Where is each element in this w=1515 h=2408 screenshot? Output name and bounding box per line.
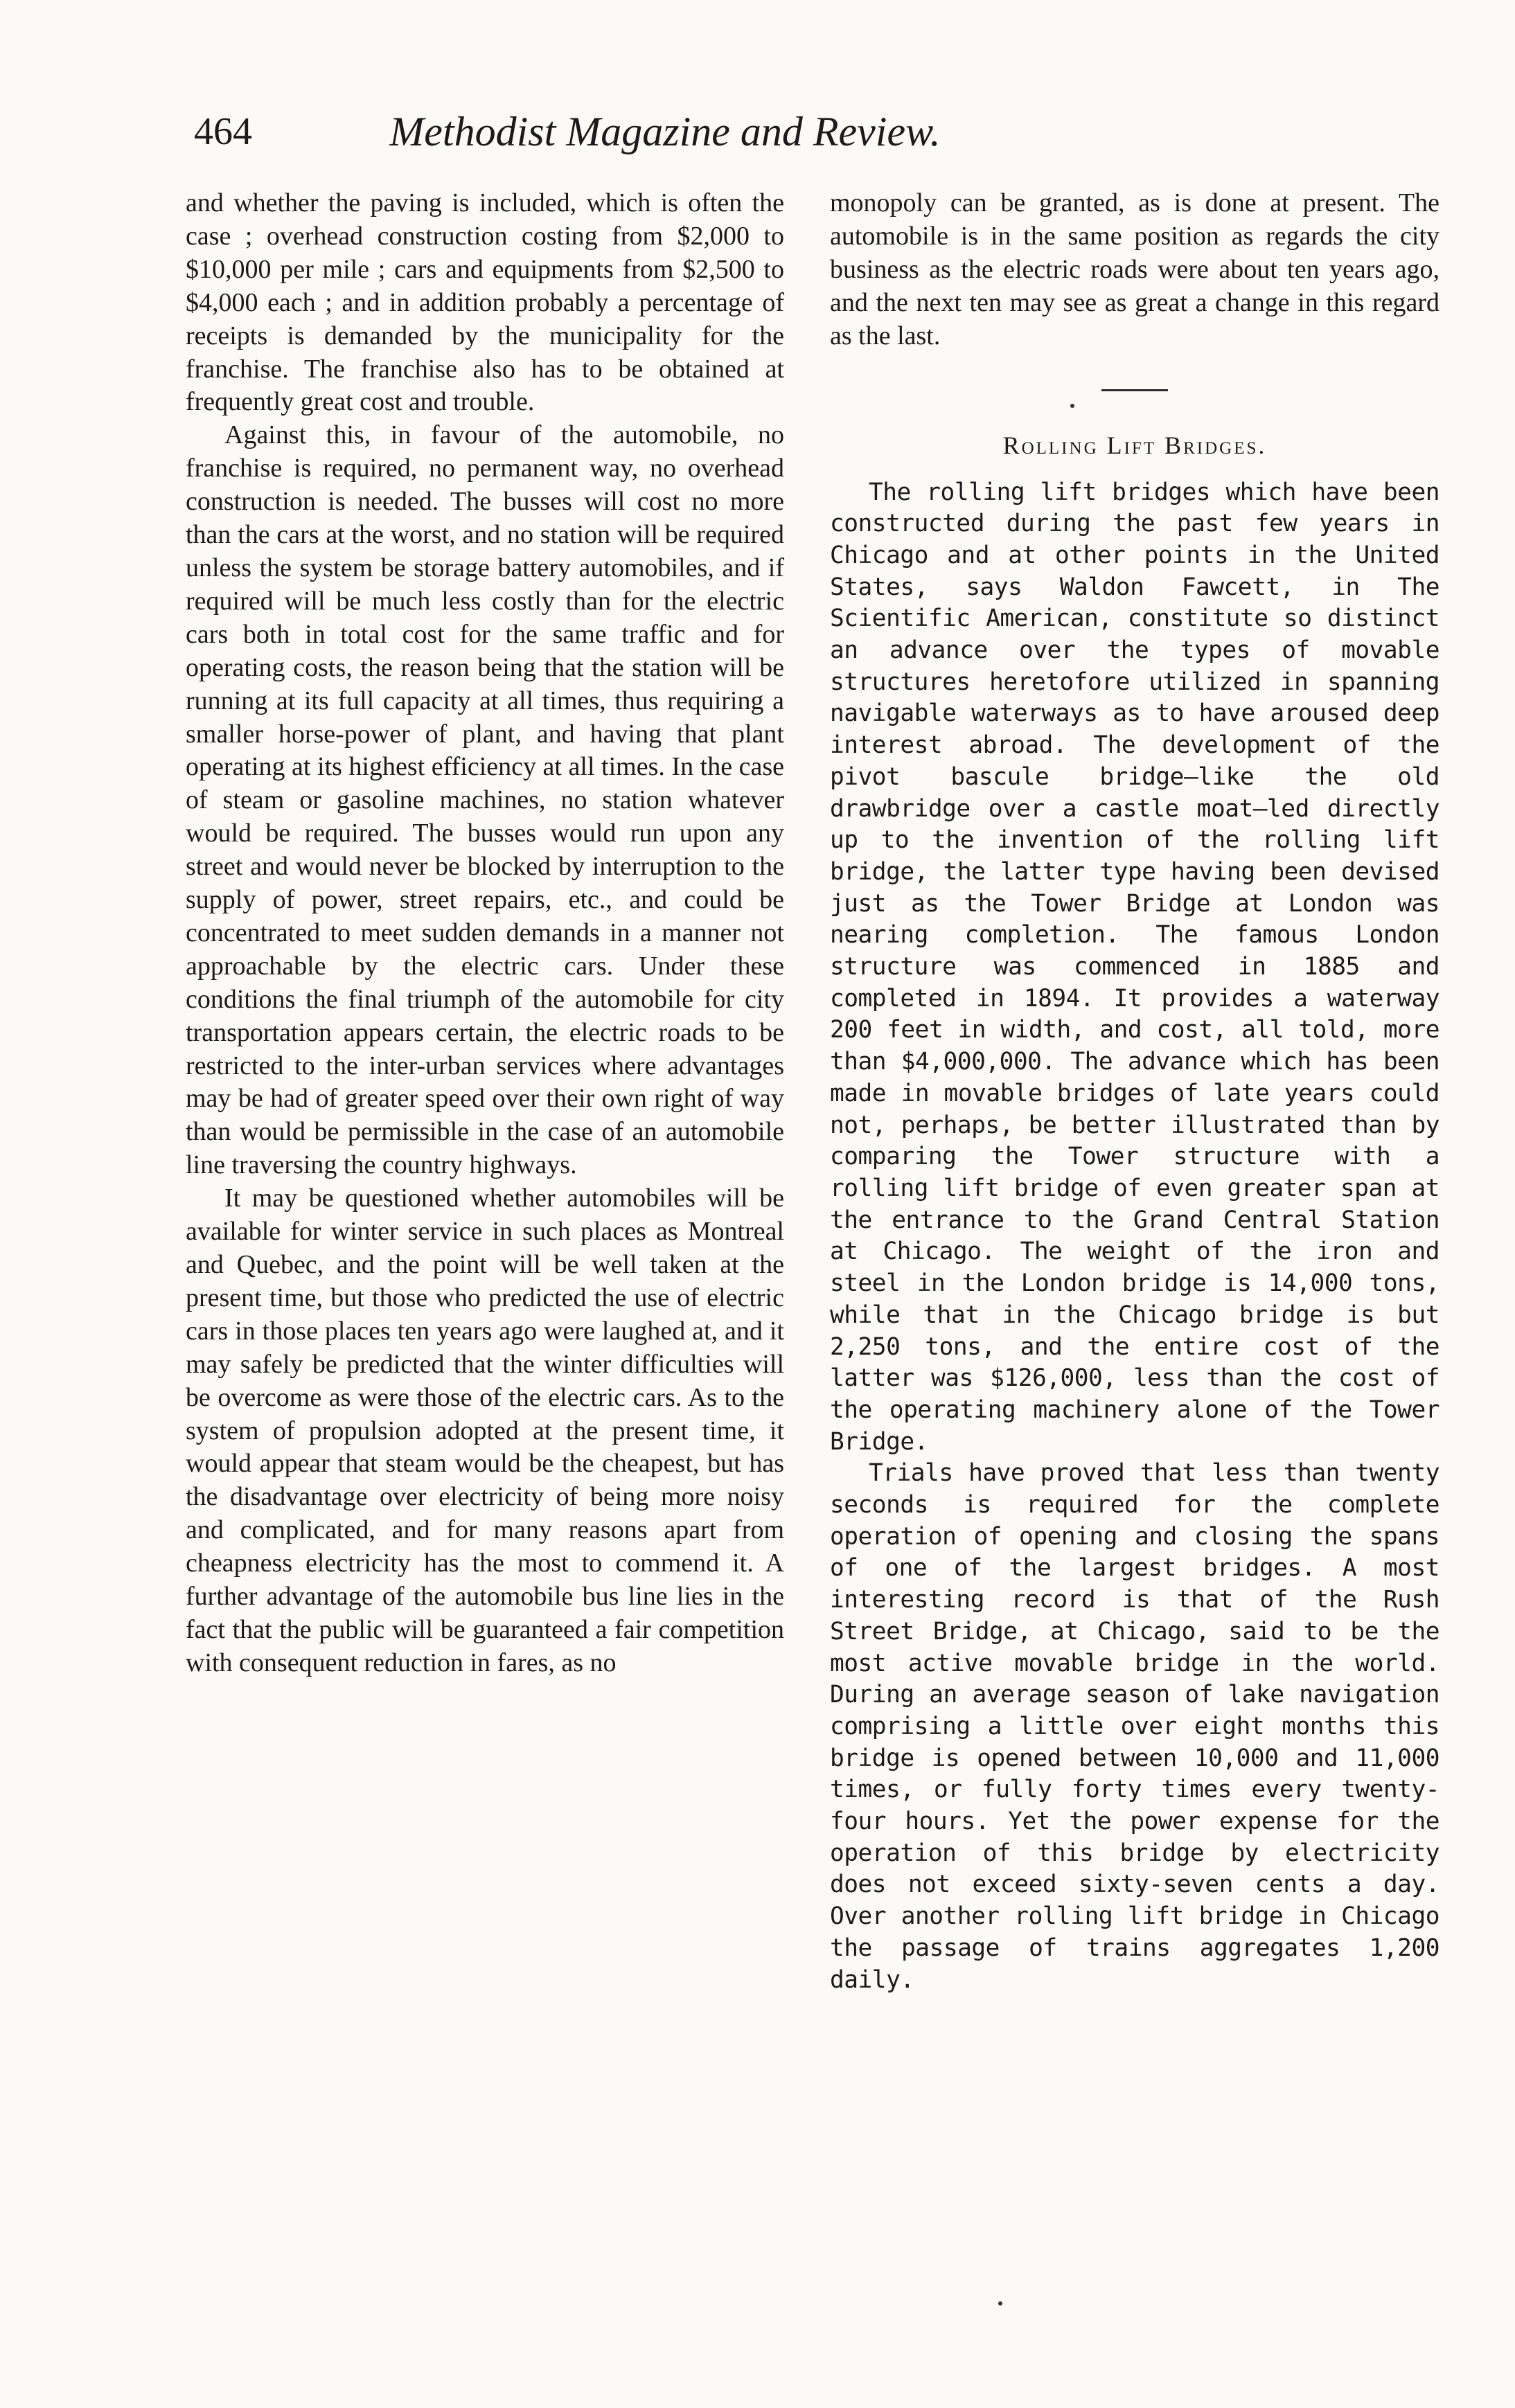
left-paragraph-1: and whether the paving is included, which is often the case ; overhead construction costing from $2,000 to $10,000 per mile ; cars and equipments from $2,500 to $4,000 each ; and in addition probably a percentage of receipts is demanded by the municipality for the franchise. The franchise also has to be obtained at frequently great cost and trouble. <box>186 188 784 417</box>
running-title: Methodist Magazine and Review. <box>389 109 941 154</box>
right-paragraph-2: Trials have proved that less than twenty seconds is required for the complete operation of opening and closing the spans of one of the largest bridges. A most interesting record is that of the Rush Street Bridge, at Chicago, said to be the most active movable bridge in the world. During an average season of lake navigation comprising a little over eight months this bridge is opened between 10,000 and 11,000 times, or fully forty times every twenty-four hours. Yet the power expense for the operation of this bridge by electricity does not exceed sixty-seven cents a day. Over another rolling lift bridge in Chicago the passage of trains aggregates 1,200 daily. <box>830 1459 1439 1994</box>
right-column <box>830 187 1439 1996</box>
print-speck <box>1070 404 1074 408</box>
left-paragraph-2: Against this, in favour of the automobile, no franchise is required, no permanent way, no overhead construction is needed. The busses will cost no more than the cars at the worst, and no station will be required unless the system be storage battery automobiles, and if required will be much less costly than for the electric cars both in total cost for the same traffic and for operating costs, the reason being that the station will be running at its full capacity at all times, thus requiring a smaller horse-power of plant, and having that plant operating at its highest efficiency at all times. In the case of steam or gasoline machines, no station whatever would be required. The busses would run upon any street and would never be blocked by interruption to the supply of power, street repairs, etc., and could be concentrated to meet sudden demands in a manner not approachable by the electric cars. Under these conditions the final triumph of the automobile for city transportation appears certain, the electric roads to be restricted to the inter-urban services where advantages may be had of greater speed over their own right of way than would be permissible in the case of an automobile line traversing the country highways. <box>186 420 784 1180</box>
right-paragraph-1: The rolling lift bridges which have been constructed during the past few years in Chicago and at other points in the United States, says Waldon Fawcett, in The Scientific American, constitute so distinct an advance over the types of movable structures heretofore utilized in spanning navigable waterways as to have aroused deep interest abroad. The development of the pivot bascule bridge—like the old drawbridge over a castle moat—led directly up to the invention of the rolling lift bridge, the latter type having been devised just as the Tower Bridge at London was nearing completion. The famous London structure was commenced in 1885 and completed in 1894. It provides a waterway 200 feet in width, and cost, all told, more than $4,000,000. The advance which has been made in movable bridges of late years could not, perhaps, be better illustrated than by comparing the Tower structure with a rolling lift bridge of even greater span at the entrance to the Grand Central Station at Chicago. The weight of the iron and steel in the London bridge is 14,000 tons, while that in the Chicago bridge is but 2,250 tons, and the entire cost of the latter was $126,000, less than the cost of the operating machinery alone of the Tower Bridge. <box>830 478 1439 1456</box>
section-divider <box>1101 389 1168 391</box>
section-heading: Rolling Lift Bridges. <box>1002 431 1267 459</box>
print-speck <box>998 2301 1002 2306</box>
right-intro-paragraph: monopoly can be granted, as is done at present. The automobile is in the same position as regards the city business as the electric roads were about ten years ago, and the next ten may see as great a change in this regard as the last. <box>830 188 1439 350</box>
left-paragraph-3: It may be questioned whether automobiles will be available for winter service in such places as Montreal and Quebec, and the point will be well taken at the present time, but those who predicted the use of electric cars in those places ten years ago were laughed at, and it may safely be predicted that the winter difficulties will be overcome as were those of the electric cars. As to the system of propulsion adopted at the present time, it would appear that steam would be the cheapest, but has the disadvantage over electricity of being more noisy and complicated, and for many reasons apart from cheapness electricity has the most to commend it. A further advantage of the automobile bus line lies in the fact that the public will be guaranteed a fair competition with consequent reduction in fares, as no <box>186 1184 784 1677</box>
page-header <box>194 104 1136 159</box>
left-column <box>186 187 784 1680</box>
page-number: 464 <box>194 110 252 153</box>
